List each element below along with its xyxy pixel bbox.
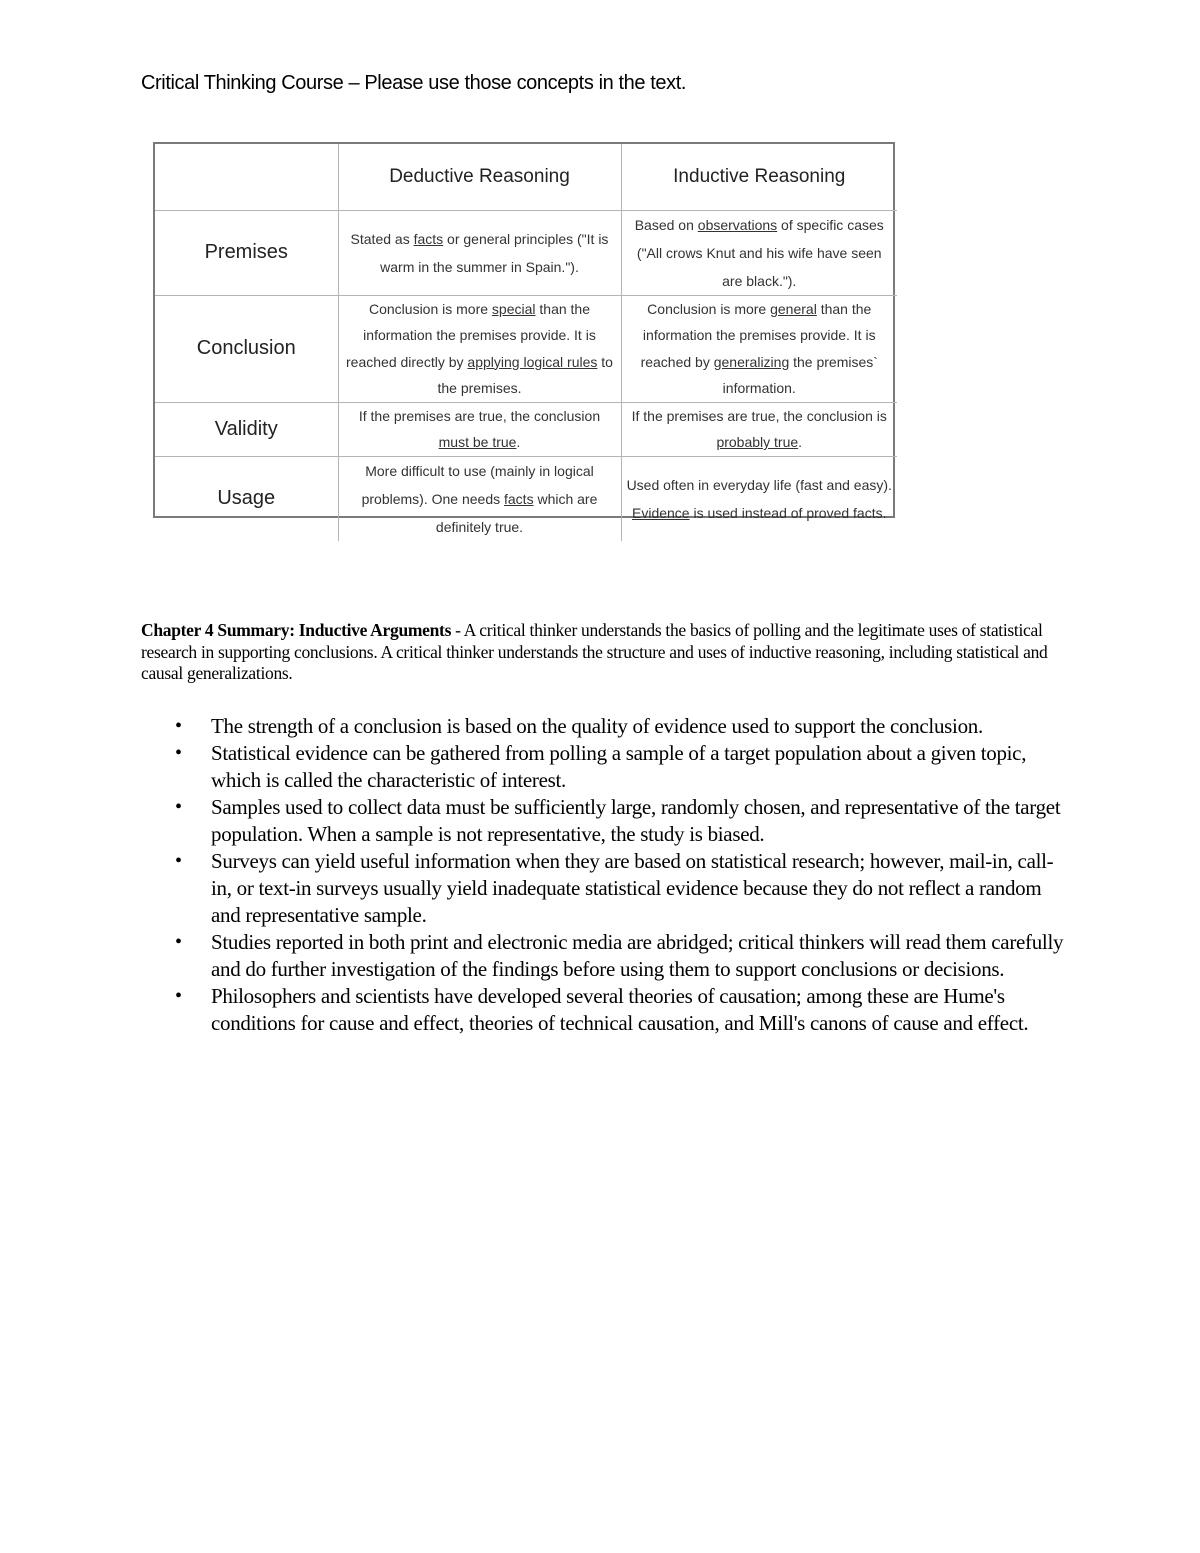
- cell-text: If the premises are true, the conclusion: [358, 407, 601, 424]
- bullet-icon: •: [175, 796, 182, 818]
- cell-premises-inductive: [621, 210, 897, 295]
- cell-text: of specific cases ("All crows Knut and his wife have seen are black.").: [636, 216, 884, 289]
- list-item-text: The strength of a conclusion is based on the quality of evidence used to support the conclusion.: [211, 714, 983, 738]
- list-item: [141, 848, 1066, 929]
- list-item: [141, 794, 1066, 848]
- row-header-conclusion: Conclusion: [155, 295, 338, 402]
- bullet-icon: •: [175, 850, 182, 872]
- cell-text: than the information the premises provide. It is reached by: [640, 300, 876, 370]
- bullet-icon: •: [175, 985, 182, 1007]
- cell-text: Conclusion is more: [647, 300, 771, 317]
- page-title: Critical Thinking Course – Please use those concepts in the text.: [141, 72, 687, 94]
- list-item: [141, 983, 1066, 1037]
- table-corner-cell: [155, 144, 338, 210]
- cell-underlined-term: must be true: [438, 434, 517, 450]
- cell-validity-deductive: [338, 402, 621, 456]
- row-header-premises: Premises: [155, 210, 338, 295]
- list-item-text: Surveys can yield useful information when they are based on statistical research; however, mail-in, call-in, or text-in surveys usually yield inadequate statistical evidence because they do not reflect a random and representative sample.: [211, 849, 1054, 927]
- cell-text: Based on: [634, 216, 698, 233]
- cell-text: or general principles ("It is warm in the summer in Spain.").: [380, 230, 609, 275]
- table-header-row: [155, 144, 897, 210]
- cell-text: Conclusion is more: [368, 300, 492, 317]
- cell-underlined-term: facts: [504, 490, 534, 507]
- cell-underlined-term: special: [491, 300, 536, 317]
- list-item-text: Studies reported in both print and electronic media are abridged; critical thinkers will read them carefully and do further investigation of the findings before using them to support conclusions or decisions.: [211, 930, 1064, 981]
- cell-conclusion-inductive: [621, 295, 897, 402]
- cell-text: .: [798, 434, 803, 450]
- table-row-usage: [155, 456, 897, 541]
- chapter-summary-paragraph: [141, 620, 1066, 685]
- cell-text: is used instead of proved facts.: [689, 504, 887, 521]
- row-header-usage: Usage: [155, 456, 338, 541]
- list-item: [141, 929, 1066, 983]
- cell-text: More difficult to use (mainly in logical problems). One needs: [361, 462, 594, 507]
- cell-premises-deductive: [338, 210, 621, 295]
- cell-underlined-term: general: [770, 300, 817, 317]
- cell-text: the premises` information.: [722, 353, 878, 396]
- column-header-deductive: Deductive Reasoning: [338, 144, 621, 210]
- cell-usage-deductive: [338, 456, 621, 541]
- list-item: [141, 713, 1066, 740]
- list-item-text: Statistical evidence can be gathered from polling a sample of a target population about a given topic, which is called the characteristic of interest.: [211, 741, 1027, 792]
- cell-validity-inductive: [621, 402, 897, 456]
- column-header-inductive: Inductive Reasoning: [621, 144, 897, 210]
- cell-underlined-term: probably true: [716, 434, 799, 450]
- cell-underlined-term: Evidence: [632, 504, 690, 521]
- cell-usage-inductive: [621, 456, 897, 541]
- cell-text: .: [516, 434, 521, 450]
- bullet-icon: •: [175, 931, 182, 953]
- cell-text: Used often in everyday life (fast and easy).: [626, 476, 892, 493]
- bullet-icon: •: [175, 742, 182, 764]
- cell-underlined-term: observations: [697, 216, 778, 233]
- table-row-conclusion: [155, 295, 897, 402]
- table-row-premises: [155, 210, 897, 295]
- table-row-validity: [155, 402, 897, 456]
- chapter-summary-text: - A critical thinker understands the basics of polling and the legitimate uses of statistical research in supporting conclusions. A critical thinker understands the structure and uses of inductive reasoning, including statistical and causal generalizations.: [141, 620, 1048, 683]
- cell-text: If the premises are true, the conclusion is: [631, 407, 887, 424]
- row-header-validity: Validity: [155, 402, 338, 456]
- cell-text: to the premises.: [437, 353, 613, 396]
- reasoning-comparison-table: [153, 142, 895, 535]
- cell-underlined-term: applying logical rules: [467, 353, 598, 370]
- cell-underlined-term: facts: [413, 230, 444, 247]
- chapter-summary-title: Chapter 4 Summary: Inductive Arguments: [141, 620, 452, 640]
- cell-text: Stated as: [350, 230, 414, 247]
- cell-text: than the information the premises provide. It is reached directly by: [346, 300, 596, 370]
- cell-underlined-term: generalizing: [713, 353, 790, 370]
- cell-text: which are definitely true.: [435, 490, 598, 535]
- list-item-text: Philosophers and scientists have developed several theories of causation; among these are Hume's conditions for cause and effect, theories of technical causation, and Mill's canons of cause and effect.: [211, 984, 1029, 1035]
- list-item: [141, 740, 1066, 794]
- list-item-text: Samples used to collect data must be sufficiently large, randomly chosen, and representative of the target population. When a sample is not representative, the study is biased.: [211, 795, 1061, 846]
- comparison-table-grid: [155, 144, 897, 541]
- bullet-icon: •: [175, 715, 182, 737]
- cell-conclusion-deductive: [338, 295, 621, 402]
- summary-bullet-list: [141, 713, 1066, 1037]
